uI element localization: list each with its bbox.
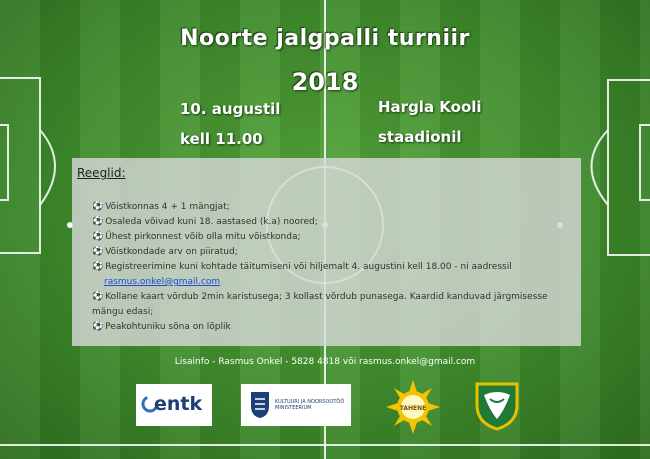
event-location: [378, 92, 482, 152]
rule-item: ⚽ Ühest pirkonnest võib olla mitu võistkonda;: [92, 230, 572, 245]
registration-email-link[interactable]: rasmus.onkel@gmail.com: [104, 277, 221, 287]
rules-heading: Reeglid:: [77, 166, 126, 180]
ministry-logo: [241, 384, 351, 426]
rules-panel: [72, 158, 581, 346]
rule-item: ⚽ Võistkondade arv on piiratud;: [92, 245, 572, 260]
football-icon: ⚽: [92, 262, 104, 272]
tournament-title: Noorte jalgpalli turniir: [180, 26, 470, 51]
entk-logo: [136, 384, 212, 426]
sun-logo: [386, 380, 440, 434]
svg-text:TAHENE: TAHENE: [399, 405, 427, 412]
rule-item: ⚽ Võistkonnas 4 + 1 mängjat;: [92, 200, 572, 215]
event-date: 10. augustil: [180, 100, 281, 118]
football-icon: ⚽: [92, 247, 104, 257]
ministry-name: KULTUURI JA NOORSOOTÖÖ MINISTEERIUM: [275, 399, 345, 411]
rule-item: ⚽ Peakohtuniku sõna on lõplik: [92, 320, 572, 335]
football-icon: ⚽: [92, 292, 104, 302]
entk-logo-text: entk: [154, 393, 203, 415]
football-icon: ⚽: [92, 232, 104, 242]
tournament-year: 2018: [291, 68, 359, 96]
event-date-time: [180, 94, 280, 154]
location-line-1: Hargla Kooli: [378, 98, 482, 116]
rule-item: ⚽ Registreerimine kuni kohtade täitumiseni või hiljemalt 4. augustini kell 18.00 - ni aadressil rasmus.onkel@gmail.com: [92, 260, 572, 290]
crest-icon: [474, 381, 520, 431]
contact-info: Lisainfo - Rasmus Onkel - 5828 4818 või rasmus.onkel@gmail.com: [174, 357, 476, 367]
club-crest-logo: [474, 381, 520, 431]
location-line-2: staadionil: [378, 128, 462, 146]
rule-item: ⚽ Osaleda võivad kuni 18. aastased (k.a) noored;: [92, 215, 572, 230]
coat-of-arms-icon: [249, 390, 271, 420]
event-time: kell 11.00: [180, 130, 263, 148]
sun-icon: [386, 380, 440, 434]
football-icon: ⚽: [92, 202, 104, 212]
football-icon: ⚽: [92, 322, 104, 332]
football-icon: ⚽: [92, 217, 104, 227]
rules-list: [92, 200, 572, 335]
rule-item: ⚽ Kollane kaart võrdub 2min karistusega; 3 kollast võrdub punasega. Kaardid kanduvad järgmisesse mängu edasi;: [92, 292, 548, 317]
